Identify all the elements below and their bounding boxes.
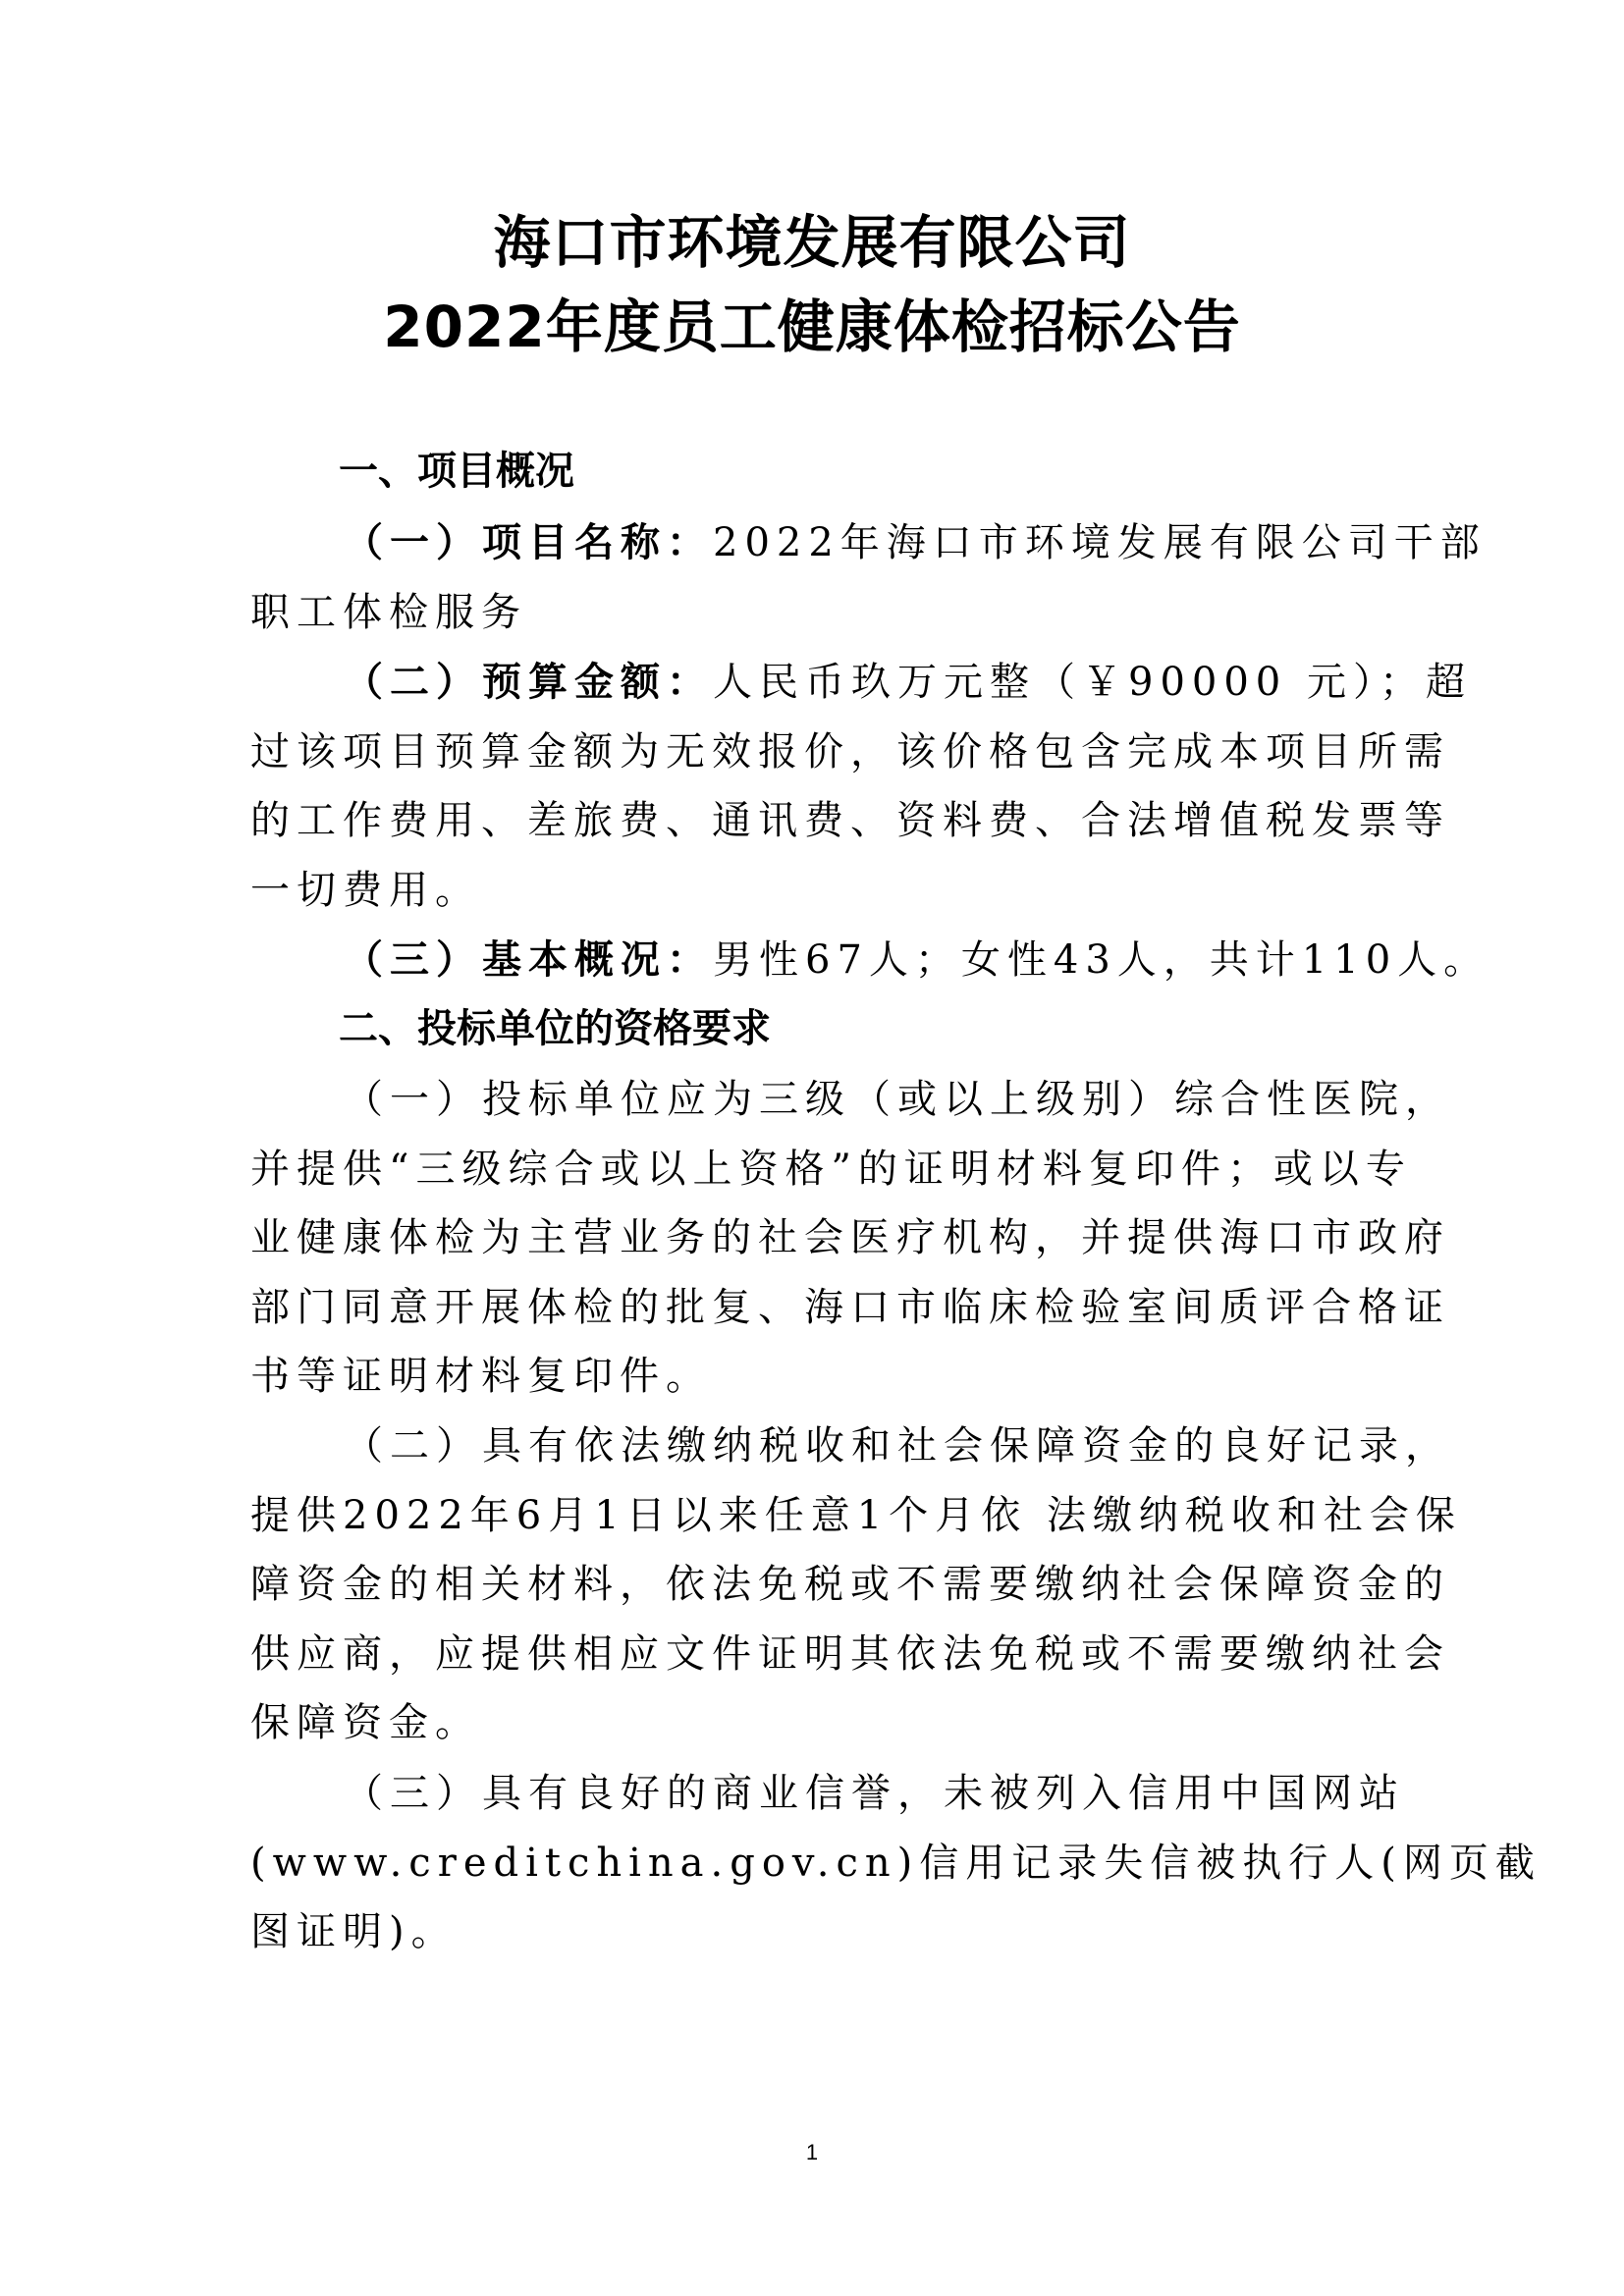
paragraph-basic-overview xyxy=(250,926,1490,995)
paragraph-qualification-hospital xyxy=(250,1065,1451,1412)
paragraph-line: 提供2022年6月1日以来任意1个月依 法缴纳税收和社会保 xyxy=(250,1492,1462,1538)
section-heading-project-overview: 一、项目概况 xyxy=(339,449,574,494)
item-label: （二）预算金额： xyxy=(344,659,713,705)
document-title-line-2: 2022年度员工健康体检招标公告 xyxy=(383,294,1241,360)
paragraph-line: (www.creditchina.gov.cn)信用记录失信被执行人(网页截 xyxy=(250,1840,1542,1886)
paragraph-qualification-tax xyxy=(250,1412,1462,1758)
item-label: （三）基本概况： xyxy=(344,936,713,983)
paragraph-line: （二）具有依法缴纳税收和社会保障资金的良好记录， xyxy=(344,1423,1451,1468)
paragraph-line: 职工体检服务 xyxy=(250,589,527,635)
document-title-line-1: 海口市环境发展有限公司 xyxy=(493,209,1131,276)
paragraph-line: 一切费用。 xyxy=(250,867,481,913)
paragraph-line: 并提供“三级综合或以上资格”的证明材料复印件；或以专 xyxy=(250,1146,1412,1192)
paragraph-line: 保障资金。 xyxy=(250,1700,481,1745)
paragraph-line: （二）预算金额：人民币玖万元整（￥90000 元）；超 xyxy=(344,659,1472,705)
paragraph-qualification-credit xyxy=(250,1759,1542,1967)
section-heading-bidder-qualifications: 二、投标单位的资格要求 xyxy=(339,1006,771,1051)
page-number: 1 xyxy=(805,2140,819,2164)
paragraph-project-name xyxy=(250,508,1487,647)
paragraph-line: （三）具有良好的商业信誉，未被列入信用中国网站 xyxy=(344,1771,1405,1816)
paragraph-line: 书等证明材料复印件。 xyxy=(250,1354,712,1399)
paragraph-line: 过该项目预算金额为无效报价，该价格包含完成本项目所需 xyxy=(250,728,1450,774)
paragraph-line: 业健康体检为主营业务的社会医疗机构，并提供海口市政府 xyxy=(250,1215,1450,1260)
paragraph-budget xyxy=(250,648,1472,925)
paragraph-line: 的工作费用、差旅费、通讯费、资料费、合法增值税发票等 xyxy=(250,798,1450,843)
item-label: （一）项目名称： xyxy=(344,519,713,565)
paragraph-line: 供应商，应提供相应文件证明其依法免税或不需要缴纳社会 xyxy=(250,1630,1450,1677)
paragraph-line: 图证明)。 xyxy=(250,1909,458,1954)
paragraph-line: （三）基本概况：男性67人；女性43人，共计110人。 xyxy=(344,936,1490,983)
paragraph-line: （一）项目名称：2022年海口市环境发展有限公司干部 xyxy=(344,519,1487,565)
paragraph-line: 部门同意开展体检的批复、海口市临床检验室间质评合格证 xyxy=(250,1284,1450,1330)
paragraph-line: 障资金的相关材料，依法免税或不需要缴纳社会保障资金的 xyxy=(250,1562,1450,1607)
paragraph-line: （一）投标单位应为三级（或以上级别）综合性医院， xyxy=(344,1077,1451,1122)
